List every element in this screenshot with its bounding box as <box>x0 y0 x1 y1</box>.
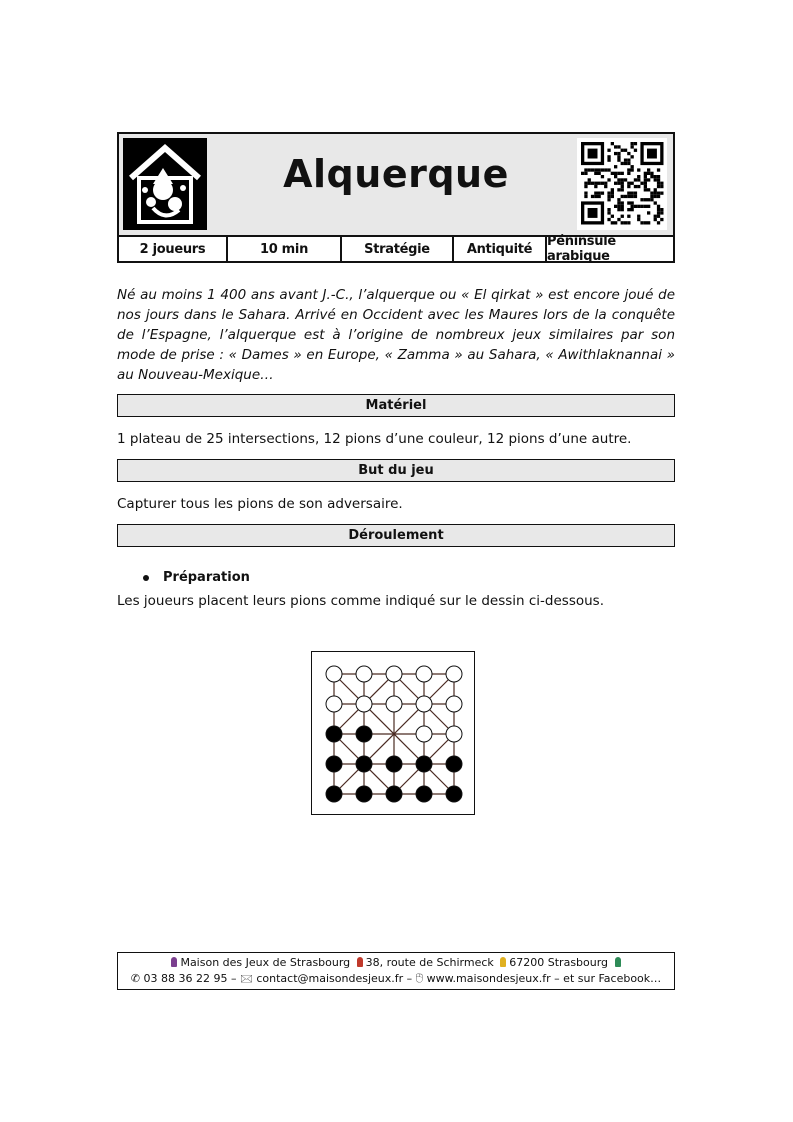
qr-module <box>654 175 657 178</box>
qr-module <box>621 205 624 208</box>
white-piece <box>386 696 402 712</box>
qr-module <box>647 149 657 159</box>
qr-module <box>588 208 598 218</box>
qr-module <box>621 172 624 175</box>
white-piece <box>446 726 462 742</box>
jester-house-logo-icon <box>123 138 207 230</box>
qr-module <box>637 185 640 188</box>
footer-box <box>117 952 675 990</box>
qr-module <box>657 221 660 224</box>
white-piece <box>416 696 432 712</box>
qr-module <box>594 172 597 175</box>
qr-module <box>637 215 640 218</box>
qr-module <box>588 149 598 159</box>
qr-module <box>637 168 640 171</box>
qr-module <box>627 201 630 204</box>
qr-module <box>594 185 597 188</box>
qr-module <box>631 182 634 185</box>
qr-module <box>617 208 620 211</box>
but-text: Capturer tous les pions de son adversaire. <box>117 496 403 512</box>
qr-module <box>627 208 630 211</box>
qr-module <box>604 182 607 185</box>
black-piece <box>446 786 462 802</box>
qr-module <box>617 152 620 155</box>
qr-module <box>607 218 610 221</box>
qr-module <box>598 182 601 185</box>
qr-module <box>631 195 634 198</box>
qr-module <box>624 178 627 181</box>
qr-module <box>627 192 630 195</box>
qr-module <box>604 185 607 188</box>
qr-module <box>604 168 607 171</box>
qr-module <box>584 192 587 195</box>
qr-module <box>601 168 604 171</box>
black-piece <box>356 726 372 742</box>
qr-module <box>598 195 601 198</box>
qr-module <box>607 168 610 171</box>
qr-module <box>657 195 660 198</box>
qr-module <box>660 211 663 214</box>
qr-module <box>594 192 597 195</box>
qr-module <box>650 175 653 178</box>
qr-module <box>627 172 630 175</box>
black-piece <box>386 786 402 802</box>
white-piece <box>356 696 372 712</box>
qr-module <box>657 182 660 185</box>
qr-module <box>654 215 657 218</box>
qr-module <box>660 182 663 185</box>
qr-module <box>584 172 587 175</box>
qr-module <box>627 162 630 165</box>
qr-module <box>611 195 614 198</box>
qr-module <box>601 182 604 185</box>
qr-module <box>594 168 597 171</box>
qr-module <box>621 221 624 224</box>
white-piece <box>326 696 342 712</box>
qr-module <box>631 168 634 171</box>
qr-module <box>614 152 617 155</box>
qr-module <box>631 208 634 211</box>
footer-address-line <box>118 955 674 971</box>
qr-module <box>607 149 610 152</box>
qr-module <box>621 182 624 185</box>
qr-module <box>598 168 601 171</box>
qr-module <box>647 178 650 181</box>
qr-module <box>634 178 637 181</box>
qr-module <box>647 205 650 208</box>
qr-module <box>640 182 643 185</box>
qr-module <box>584 185 587 188</box>
qr-module <box>627 152 630 155</box>
qr-module <box>634 149 637 152</box>
qr-module <box>640 198 643 201</box>
qr-module <box>647 221 650 224</box>
qr-module <box>624 149 627 152</box>
qr-module <box>657 192 660 195</box>
qr-module <box>637 205 640 208</box>
qr-module <box>627 215 630 218</box>
qr-module <box>647 198 650 201</box>
qr-module <box>657 175 660 178</box>
qr-module <box>611 188 614 191</box>
qr-module <box>594 182 597 185</box>
qr-module <box>601 175 604 178</box>
qr-module <box>654 195 657 198</box>
pawn-icon <box>615 957 621 967</box>
qr-module <box>594 195 597 198</box>
qr-module <box>644 188 647 191</box>
white-piece <box>416 666 432 682</box>
qr-module <box>584 195 587 198</box>
qr-module <box>654 201 657 204</box>
white-piece <box>356 666 372 682</box>
qr-module <box>631 165 634 168</box>
info-era: Antiquité <box>454 235 547 263</box>
qr-module <box>640 221 643 224</box>
qr-module <box>584 168 587 171</box>
qr-module <box>647 211 650 214</box>
qr-module <box>624 162 627 165</box>
qr-module <box>644 175 647 178</box>
info-row <box>119 235 673 263</box>
qr-module <box>644 172 647 175</box>
qr-module <box>621 208 624 211</box>
qr-module <box>607 192 610 195</box>
qr-module <box>657 211 660 214</box>
qr-module <box>617 188 620 191</box>
qr-module <box>598 192 601 195</box>
qr-module <box>657 178 660 181</box>
qr-module <box>627 185 630 188</box>
header-box <box>117 132 675 263</box>
qr-module <box>660 208 663 211</box>
qr-module <box>621 178 624 181</box>
white-piece <box>416 726 432 742</box>
qr-module <box>614 221 617 224</box>
info-players: 2 joueurs <box>119 235 228 263</box>
qr-module <box>634 192 637 195</box>
pawn-icon <box>171 957 177 967</box>
qr-module <box>631 145 634 148</box>
qr-module <box>631 142 634 145</box>
qr-module <box>634 142 637 145</box>
qr-module <box>654 188 657 191</box>
black-piece <box>416 756 432 772</box>
qr-module <box>627 168 630 171</box>
qr-module <box>637 218 640 221</box>
qr-module <box>591 182 594 185</box>
footer-contact-line: ✆ 03 88 36 22 95 – 🖂 contact@maisondesjeux.fr – 🖰 www.maisondesjeux.fr – et sur Facebook… <box>130 972 662 985</box>
qr-module <box>617 145 620 148</box>
black-piece <box>326 786 342 802</box>
qr-module <box>617 182 620 185</box>
qr-module <box>617 205 620 208</box>
qr-module <box>631 155 634 158</box>
footer-city: 67200 Strasbourg <box>509 956 609 969</box>
qr-module <box>611 221 614 224</box>
black-piece <box>356 756 372 772</box>
preparation-text: Les joueurs placent leurs pions comme indiqué sur le dessin ci-dessous. <box>117 593 605 609</box>
qr-module <box>617 159 620 162</box>
qr-module <box>634 185 637 188</box>
black-piece <box>326 756 342 772</box>
qr-module <box>644 198 647 201</box>
qr-module <box>611 142 614 145</box>
qr-module <box>650 195 653 198</box>
qr-module <box>607 211 610 214</box>
qr-module <box>637 178 640 181</box>
qr-module <box>621 185 624 188</box>
qr-module <box>621 215 624 218</box>
qr-module <box>621 188 624 191</box>
qr-module <box>617 198 620 201</box>
pawn-icon <box>357 957 363 967</box>
qr-module <box>631 205 634 208</box>
white-piece <box>326 666 342 682</box>
qr-module <box>621 195 624 198</box>
qr-module <box>657 185 660 188</box>
qr-module <box>607 195 610 198</box>
qr-module <box>607 198 610 201</box>
bullet-dot-icon <box>143 575 149 581</box>
qr-module <box>607 208 610 211</box>
intro-paragraph: Né au moins 1 400 ans avant J.-C., l’alquerque ou « El qirkat » est encore joué de nos jours dans le Sahara. Arrivé en Occident avec les Maures lors de la conquête de l’Espagne, l’alquerque est à l’origine de nombreux jeux similaires par son mode de prise : « Dames » en Europe, « Zamma » au Sahara, « Awithlaknannai » au Nouveau-Mexique… <box>117 287 675 383</box>
qr-module <box>654 218 657 221</box>
white-piece <box>446 696 462 712</box>
black-piece <box>416 786 432 802</box>
info-duration: 10 min <box>228 235 342 263</box>
qr-module <box>588 168 591 171</box>
qr-module <box>654 178 657 181</box>
qr-module <box>650 172 653 175</box>
qr-module <box>624 221 627 224</box>
qr-module <box>607 159 610 162</box>
qr-module <box>627 182 630 185</box>
info-type: Stratégie <box>342 235 454 263</box>
bullet-label: Préparation <box>163 570 250 585</box>
qr-module <box>631 192 634 195</box>
footer-org: Maison des Jeux de Strasbourg <box>180 956 351 969</box>
qr-module <box>617 155 620 158</box>
white-piece <box>386 666 402 682</box>
qr-module <box>637 175 640 178</box>
qr-module <box>617 218 620 221</box>
qr-module <box>598 172 601 175</box>
section-but-title: But du jeu <box>117 459 675 482</box>
qr-module <box>624 195 627 198</box>
qr-module <box>647 188 650 191</box>
qr-module <box>581 172 584 175</box>
qr-module <box>657 215 660 218</box>
qr-module <box>644 185 647 188</box>
qr-module <box>650 198 653 201</box>
qr-module <box>627 195 630 198</box>
bullet-preparation <box>143 570 250 585</box>
qr-module <box>617 178 620 181</box>
qr-module <box>601 192 604 195</box>
qr-module <box>614 182 617 185</box>
info-origin: Péninsule arabique <box>547 234 616 264</box>
alquerque-board <box>311 651 475 815</box>
qr-module <box>634 205 637 208</box>
qr-module <box>650 192 653 195</box>
qr-module <box>614 172 617 175</box>
qr-module <box>584 182 587 185</box>
qr-module <box>617 172 620 175</box>
qr-module <box>621 149 624 152</box>
qr-module <box>644 221 647 224</box>
qr-module <box>607 178 610 181</box>
pawn-icon <box>500 957 506 967</box>
qr-module <box>611 192 614 195</box>
footer-street: 38, route de Schirmeck <box>365 956 494 969</box>
qr-module <box>660 185 663 188</box>
section-deroulement-title: Déroulement <box>117 524 675 547</box>
qr-module <box>657 208 660 211</box>
qr-module <box>657 205 660 208</box>
qr-module <box>657 168 660 171</box>
qr-module <box>621 162 624 165</box>
title-row <box>119 134 673 237</box>
qr-module <box>627 159 630 162</box>
qr-module <box>644 178 647 181</box>
qr-module <box>588 182 591 185</box>
qr-module <box>627 221 630 224</box>
qr-module <box>647 168 650 171</box>
qr-module <box>647 172 650 175</box>
qr-module <box>640 205 643 208</box>
qr-module <box>614 145 617 148</box>
qr-code-icon <box>577 138 667 230</box>
page-title: Alquerque <box>283 152 509 196</box>
qr-module <box>660 192 663 195</box>
qr-module <box>591 168 594 171</box>
qr-module <box>611 215 614 218</box>
qr-module <box>614 165 617 168</box>
black-piece <box>446 756 462 772</box>
qr-module <box>624 159 627 162</box>
qr-module <box>631 201 634 204</box>
qr-module <box>634 195 637 198</box>
qr-module <box>621 201 624 204</box>
qr-module <box>644 182 647 185</box>
qr-module <box>607 155 610 158</box>
qr-module <box>644 205 647 208</box>
white-piece <box>446 666 462 682</box>
qr-module <box>660 218 663 221</box>
qr-module <box>611 172 614 175</box>
black-piece <box>356 786 372 802</box>
materiel-text: 1 plateau de 25 intersections, 12 pions d’une couleur, 12 pions d’une autre. <box>117 431 632 447</box>
qr-module <box>617 201 620 204</box>
black-piece <box>326 726 342 742</box>
qr-module <box>654 192 657 195</box>
qr-module <box>588 178 591 181</box>
section-materiel-title: Matériel <box>117 394 675 417</box>
qr-module <box>614 205 617 208</box>
qr-module <box>614 175 617 178</box>
qr-module <box>591 195 594 198</box>
black-piece <box>386 756 402 772</box>
